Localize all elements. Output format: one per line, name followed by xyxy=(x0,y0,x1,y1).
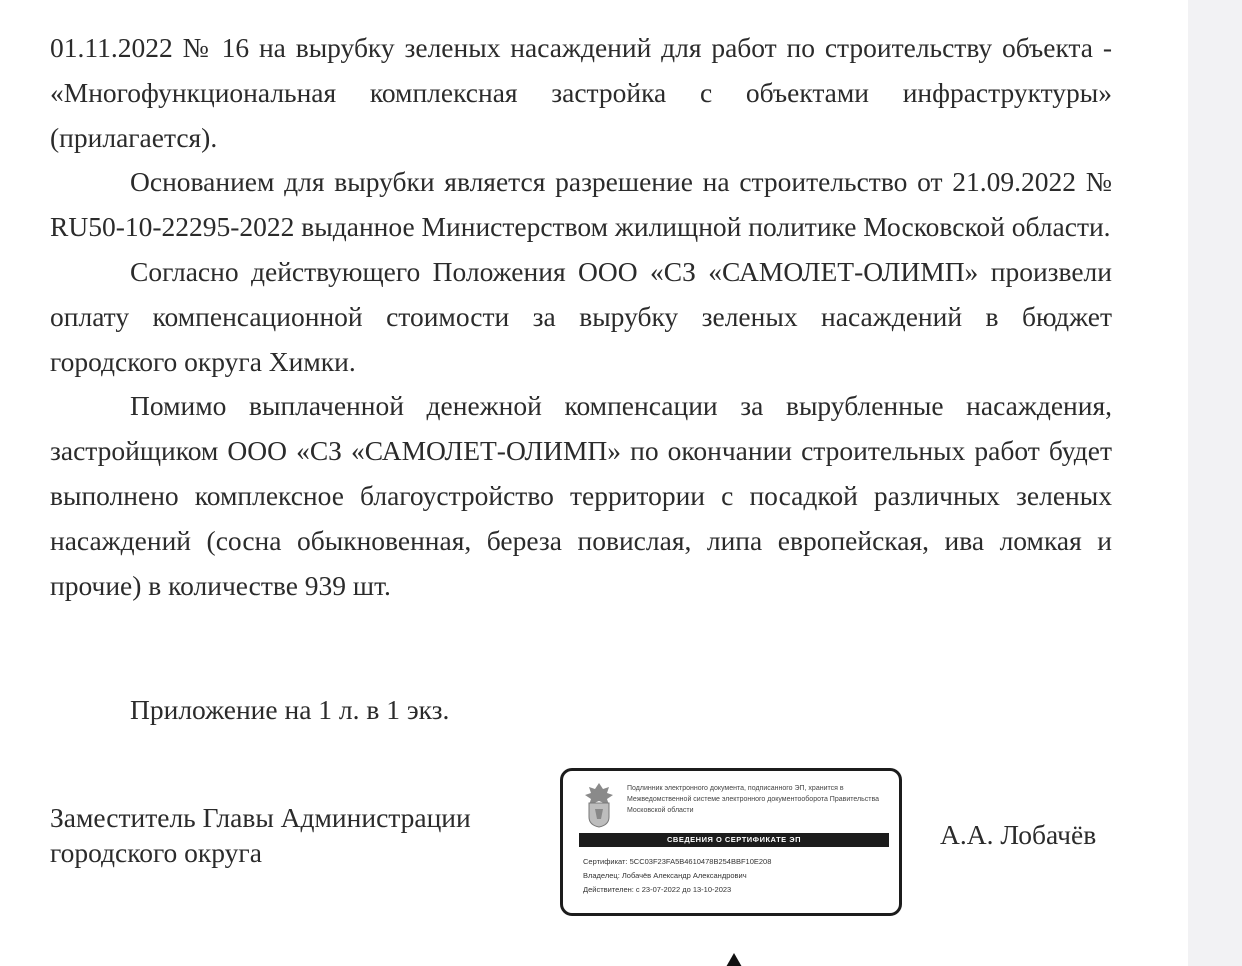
stamp-certificate-owner: Владелец: Лобачёв Александр Александрович xyxy=(583,871,747,880)
signatory-position-line-2: городского округа xyxy=(50,837,262,868)
viewer-scroll-gutter xyxy=(1188,0,1242,966)
stamp-certificate-validity: Действителен: с 23-07-2022 до 13-10-2023 xyxy=(583,885,732,894)
cursor-mark xyxy=(726,953,742,966)
signatory-position-line-1: Заместитель Главы Администрации xyxy=(50,802,471,833)
appendix-note: Приложение на 1 л. в 1 экз. xyxy=(130,694,450,725)
paragraph-4: Помимо выплаченной денежной компенсации за вырубленные насаждения, застройщиком ООО «СЗ «САМОЛЕТ-ОЛИМП» по окончании строительных работ будет выполнено комплексное благоустройство территории с посадкой различных зеленых насаждений (сосна обыкновенная, береза повислая, липа европейская, ива ломкая и прочие) в количестве 939 шт. xyxy=(50,390,1112,601)
paragraph-2: Основанием для вырубки является разрешение на строительство от 21.09.2022 № RU50-10-22295-2022 выданное Министерством жилищной политике Московской области. xyxy=(50,166,1112,243)
document-body xyxy=(50,26,1112,608)
paragraph-1: 01.11.2022 № 16 на вырубку зеленых насаждений для работ по строительству объекта - «Многофункциональная комплексная застройка с объектами инфраструктуры» (прилагается). xyxy=(50,32,1112,153)
signatory-name: А.А. Лобачёв xyxy=(940,819,1097,850)
stamp-certificate-header: СВЕДЕНИЯ О СЕРТИФИКАТЕ ЭП xyxy=(579,833,889,847)
coat-of-arms-icon xyxy=(579,781,619,829)
paragraph-3: Согласно действующего Положения ООО «СЗ «САМОЛЕТ-ОЛИМП» произвели оплату компенсационной стоимости за вырубку зеленых насаждений в бюджет городского округа Химки. xyxy=(50,255,1112,377)
signatory-position xyxy=(50,800,471,870)
stamp-certificate-details xyxy=(583,855,893,897)
electronic-signature-stamp xyxy=(560,768,902,916)
stamp-certificate-number: Сертификат: 5CC03F23FA5B4610478B254BBF10E208 xyxy=(583,857,772,866)
stamp-notice-text: Подлинник электронного документа, подписанного ЭП, хранится в Межведомственной системе электронного документооборота Правительства Московской области xyxy=(627,785,879,814)
